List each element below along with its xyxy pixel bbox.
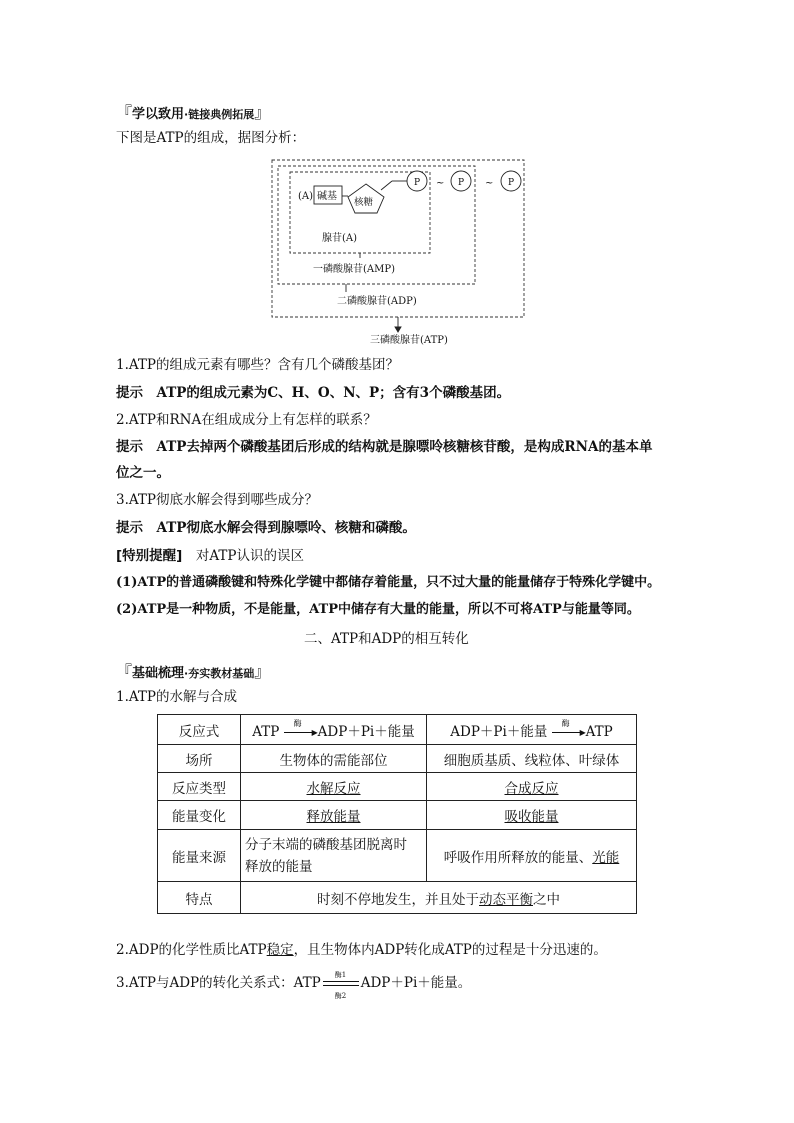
table-row-energy-change xyxy=(158,801,637,830)
adenosine-label: 腺苷(A) xyxy=(322,233,358,244)
answer-1: 提示 ATP的组成元素为C、H、O、N、P；含有3个磷酸基团。 xyxy=(116,385,511,401)
reversible-arrow-icon: 酶1 酶2 xyxy=(321,975,361,993)
row-label: 能量来源 xyxy=(158,830,241,882)
row-label: 特点 xyxy=(158,882,241,914)
cell-left: 水解反应 xyxy=(241,773,427,801)
item-2-text: 2.ADP的化学性质比ATP稳定，且生物体内ADP转化成ATP的过程是十分迅速的。 xyxy=(116,942,607,958)
answer-3: 提示 ATP彻底水解会得到腺嘌呤、核糖和磷酸。 xyxy=(116,520,416,536)
base-label-a: (A) xyxy=(298,191,314,202)
intro-text: 下图是ATP的组成，据图分析： xyxy=(116,130,306,146)
cell-right: 吸收能量 xyxy=(427,801,637,830)
item-1-title: 1.ATP的水解与合成 xyxy=(116,689,237,705)
answer-2-line2: 位之一。 xyxy=(116,465,170,481)
phosphate-label-3: P xyxy=(508,178,515,188)
table-row-type xyxy=(158,773,637,801)
base-label: 碱基 xyxy=(317,191,337,202)
row-label: 反应类型 xyxy=(158,773,241,801)
table-row-location xyxy=(158,745,637,773)
tilde-1: ~ xyxy=(436,178,445,189)
atp-hydrolysis-synthesis-table xyxy=(157,714,637,914)
tip-point-1: (1)ATP的普通磷酸键和特殊化学键中都储存着能量，只不过大量的能量储存于特殊化学键中。 xyxy=(116,575,661,590)
ribose-label: 核糖 xyxy=(354,197,374,208)
cell-merged: 时刻不停地发生，并且处于动态平衡之中 xyxy=(241,882,637,914)
section-header-basics: 『基础梳理·夯实教材基础』 xyxy=(116,662,271,681)
heading-atp-adp-conversion: 二、ATP和ADP的相互转化 xyxy=(304,631,469,647)
cell-right: 合成反应 xyxy=(427,773,637,801)
section-header-practice: 『学以致用·链接典例拓展』 xyxy=(116,103,271,122)
cell-right: 呼吸作用所释放的能量、光能 xyxy=(427,830,637,882)
table-row-feature xyxy=(158,882,637,914)
answer-2-line1: 提示 ATP去掉两个磷酸基团后形成的结构就是腺嘌呤核糖核苷酸，是构成RNA的基本单 xyxy=(116,439,653,455)
phosphate-label-2: P xyxy=(458,178,465,188)
tip-point-2: (2)ATP是一种物质，不是能量，ATP中储存有大量的能量，所以不可将ATP与能量等同。 xyxy=(116,602,640,617)
atp-label: 三磷酸腺苷(ATP) xyxy=(370,335,448,346)
question-3: 3.ATP彻底水解会得到哪些成分？ xyxy=(116,492,318,508)
question-1: 1.ATP的组成元素有哪些？含有几个磷酸基团？ xyxy=(116,357,399,373)
question-2: 2.ATP和RNA在组成成分上有怎样的联系？ xyxy=(116,412,377,428)
atp-structure-diagram xyxy=(0,0,794,360)
cell-left: 生物体的需能部位 xyxy=(241,745,427,773)
row-label: 能量变化 xyxy=(158,801,241,830)
cell-right: 细胞质基质、线粒体、叶绿体 xyxy=(427,745,637,773)
synthesis-reaction: ADP＋Pi＋能量 酶 ▶ ATP xyxy=(427,715,637,745)
tilde-2: ~ xyxy=(485,178,494,189)
cell-left: 分子末端的磷酸基团脱离时 释放的能量 xyxy=(241,830,427,882)
row-label: 场所 xyxy=(158,745,241,773)
row-label: 反应式 xyxy=(158,715,241,745)
phosphate-label-1: P xyxy=(414,178,421,188)
adp-label: 二磷酸腺苷(ADP) xyxy=(337,296,417,307)
table-row-reaction xyxy=(158,715,637,745)
enzyme-arrow-icon: 酶 ▶ xyxy=(552,725,586,739)
amp-label: 一磷酸腺苷(AMP) xyxy=(313,264,395,275)
table-row-energy-source xyxy=(158,830,637,882)
item-3-text: 3.ATP与ADP的转化关系式：ATP 酶1 酶2 ADP＋Pi＋能量。 xyxy=(116,970,472,1000)
cell-left: 释放能量 xyxy=(241,801,427,830)
enzyme-arrow-icon: 酶 ▶ xyxy=(284,725,318,739)
special-tip-heading: [特别提醒] 对ATP认识的误区 xyxy=(116,548,304,564)
hydrolysis-reaction: ATP 酶 ▶ ADP＋Pi＋能量 xyxy=(241,715,427,745)
